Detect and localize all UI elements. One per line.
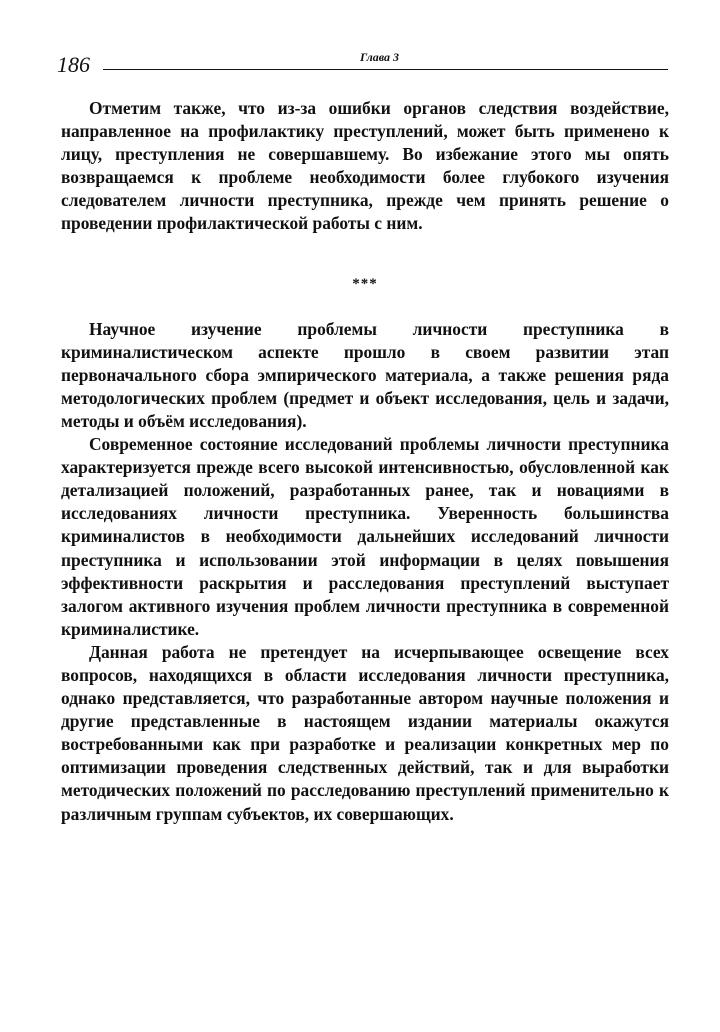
- page-body: [61, 97, 669, 826]
- paragraph-1: Отметим также, что из-за ошибки органов следствия воздействие, направленное на профилактику преступлений, может быть применено к лицу, преступления не совершавшему. Во избежание этого мы опять возвращаемся к проблеме необходимости более глубокого изучения следователем личности преступника, прежде чем принять решение о проведении профилактической работы с ним.: [61, 98, 669, 234]
- header-rule: [103, 69, 668, 70]
- paragraph-2: Научное изучение проблемы личности преступника в криминалистическом аспекте прошло в своем развитии этап первоначального сбора эмпирического материала, а также решения ряда методологических проблем (предмет и объект исследования, цель и задачи, методы и объём исследования).: [61, 318, 669, 431]
- paragraph-4: Данная работа не претендует на исчерпывающее освещение всех вопросов, находящихся в области исследования личности преступника, однако представляется, что разработанные автором научные положения и другие представленные в настоящем издании материалы окажутся востребованными как при разработке и реализации конкретных мер по оптимизации проведения следственных действий, так и для выработки методических положений по расследованию преступлений применительно к различным группам субъектов, их совершающих.: [61, 641, 669, 824]
- paragraph-3: Современное состояние исследований проблемы личности преступника характеризуется прежде всего высокой интенсивностью, обусловленной как детализацией положений, разработанных ранее, так и новациями в исследованиях личности преступника. Уверенность большинства криминалистов в необходимости дальнейших исследований личности преступника и использовании этой информации в целях повышения эффективности раскрытия и расследования преступлений выступает залогом активного изучения проблем личности преступника в современной криминалистике.: [61, 434, 669, 639]
- page-number: 186: [57, 52, 90, 77]
- section-separator: ***: [352, 275, 378, 292]
- chapter-title: Глава 3: [360, 50, 400, 64]
